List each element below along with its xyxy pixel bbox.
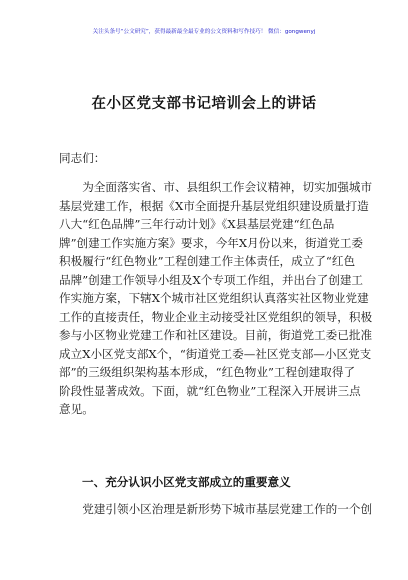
paragraph-line: 八大“红色品牌”三年行动计划》《X县基层党建“红色品: [59, 217, 335, 231]
header-notice: 关注头条号“公文研究”，获得最新最全最专业的公文资料和写作技巧！ 微信：gongwenyj: [92, 29, 316, 35]
paragraph-line: 工作的直接责任，物业企业主动接受社区党组织的领导，积极: [59, 309, 373, 324]
paragraph-line: 意见。: [59, 402, 94, 416]
paragraph-line: 参与小区物业党建工作和社区建设。目前，街道党工委已批准: [59, 328, 373, 342]
document-title: 在小区党支部书记培训会上的讲话: [91, 96, 317, 112]
paragraph-line: 积极履行“红色物业”工程创建工作主体责任，成立了“红色: [59, 254, 356, 268]
paragraph-line: 党建引领小区治理是新形势下城市基层党建工作的一个创: [59, 502, 373, 516]
paragraph-line: 品牌”创建工作领导小组及X个专项工作组，并出台了创建工: [59, 272, 364, 287]
section-heading: 一、充分认识小区党支部成立的重要意义: [82, 475, 291, 489]
salutation: 同志们：: [59, 151, 106, 165]
paragraph-line: 基层党建工作，根据《X市全面提升基层党组织建设质量打造: [59, 198, 369, 213]
paragraph-1: [59, 178, 373, 419]
paragraph-line: 部”的三级组织架构基本形成，“红色物业”工程创建取得了: [59, 365, 356, 379]
paragraph-line: 牌”创建工作实施方案》要求，今年X月份以来，街道党工委: [59, 235, 364, 250]
paragraph-line: 阶段性显著成效。下面，就“红色物业”工程深入开展讲三点: [59, 383, 361, 398]
paragraph-line: 成立X小区党支部X个，“街道党工委—社区党支部—小区党支: [59, 346, 372, 361]
paragraph-line: 作实施方案，下辖X个城市社区党组织认真落实社区物业党建: [59, 291, 369, 305]
paragraph-2: [59, 500, 373, 519]
paragraph-line: 为全面落实省、市、县组织工作会议精神，切实加强城市: [59, 180, 373, 194]
